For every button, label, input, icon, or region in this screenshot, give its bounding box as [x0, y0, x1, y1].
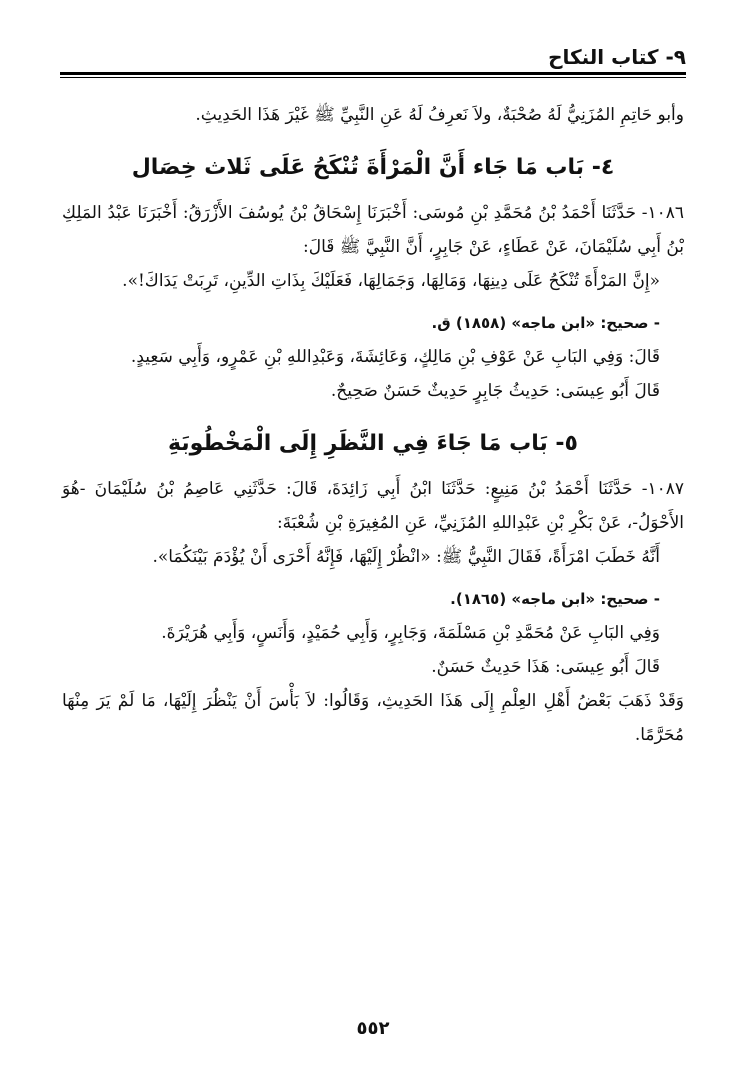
hadith-1086-grade: - صحيح: «ابن ماجه» (١٨٥٨) ق.	[431, 314, 660, 332]
hadith-1087-grade: - صحيح: «ابن ماجه» (١٨٦٥).	[450, 590, 660, 608]
hadith-1087-qawl: قَالَ أَبُو عِيسَى: هَذَا حَدِيثٌ حَسَنٌ.	[431, 657, 660, 677]
hadith-1087-matn: أَنَّهُ خَطَبَ امْرَأَةً، فَقَالَ النَّبِيُّ ﷺ: «انْظُرْ إِلَيْهَا، فَإِنَّهُ أَحْرَى أَنْ يُؤْدَمَ بَيْنَكُمَا».	[152, 547, 660, 567]
hadith-1086-matn: «إِنَّ المَرْأَةَ تُنْكَحُ عَلَى دِينِهَا، وَمَالِهَا، وَجَمَالِهَا، فَعَلَيْكَ بِذَاتِ الدِّينِ، تَرِبَتْ يَدَاكَ!».	[122, 271, 660, 291]
header-title: ٩- كتاب النكاح	[548, 45, 686, 69]
header-rule	[60, 72, 686, 75]
hadith-1086-bab: قَالَ: وَفِي البَابِ عَنْ عَوْفِ بْنِ مَالِكٍ، وَعَائِشَةَ، وَعَبْدِاللهِ بْنِ عَمْرٍو، وَأَبِي سَعِيدٍ.	[130, 347, 660, 367]
header-rule-thin	[60, 77, 686, 78]
hadith-1086-qawl: قَالَ أَبُو عِيسَى: حَدِيثُ جَابِرٍ حَدِيثٌ حَسَنٌ صَحِيحٌ.	[330, 381, 660, 401]
hadith-1087-isnad: ١٠٨٧- حَدَّثَنَا أَحْمَدُ بْنُ مَنِيعٍ: حَدَّثَنَا ابْنُ أَبِي زَائِدَةَ، قَالَ: حَدَّثَنِي عَاصِمُ بْنُ سُلَيْمَانَ -هُوَ الأَحْوَلُ-، عَنْ بَكْرِ بْنِ عَبْدِاللهِ المُزَنِيِّ، عَنِ المُغِيرَةِ بْنِ شُعْبَةَ:	[62, 479, 684, 533]
chapter-4-title: ٤- بَاب مَا جَاء أَنَّ الْمَرْأَةَ تُنْكَحُ عَلَى ثَلاث خِصَال	[131, 155, 615, 180]
hadith-1087-bab: وَفِي البَابِ عَنْ مُحَمَّدِ بْنِ مَسْلَمَةَ، وَجَابِرٍ، وَأَبِي حُمَيْدٍ، وَأَنَسٍ، وَأَبِي هُرَيْرَةَ.	[161, 623, 660, 643]
hadith-1087-commentary: وَقَدْ ذَهَبَ بَعْضُ أَهْلِ العِلْمِ إِلَى هَذَا الحَدِيثِ، وَقَالُوا: لاَ بَأْسَ أَنْ يَنْظُرَ إِلَيْهَا، مَا لَمْ يَرَ مِنْهَا مُحَرَّمًا.	[62, 691, 684, 745]
hadith-1086-isnad: ١٠٨٦- حَدَّثَنَا أَحْمَدُ بْنُ مُحَمَّدِ بْنِ مُوسَى: أَخْبَرَنَا إِسْحَاقُ بْنُ يُوسُفَ الأَزْرَقُ: أَخْبَرَنَا عَبْدُ المَلِكِ بْنُ أَبِي سُلَيْمَانَ، عَنْ عَطَاءٍ، عَنْ جَابِرٍ، أَنَّ النَّبِيَّ ﷺ قَالَ:	[62, 203, 684, 257]
page-number: ٥٥٢	[356, 1018, 390, 1039]
page-body	[62, 98, 684, 752]
intro-paragraph: وأبو حَاتِمِ المُزَنِيُّ لَهُ صُحْبَةٌ، ولاَ نَعرِفُ لَهُ عَنِ النَّبِيِّ ﷺ غَيْرَ هَذَا الحَدِيثِ.	[195, 105, 684, 125]
running-header	[60, 44, 686, 70]
chapter-5-title: ٥- بَاب مَا جَاءَ فِي النَّظَرِ إِلَى الْمَخْطُوبَةِ	[168, 431, 578, 456]
